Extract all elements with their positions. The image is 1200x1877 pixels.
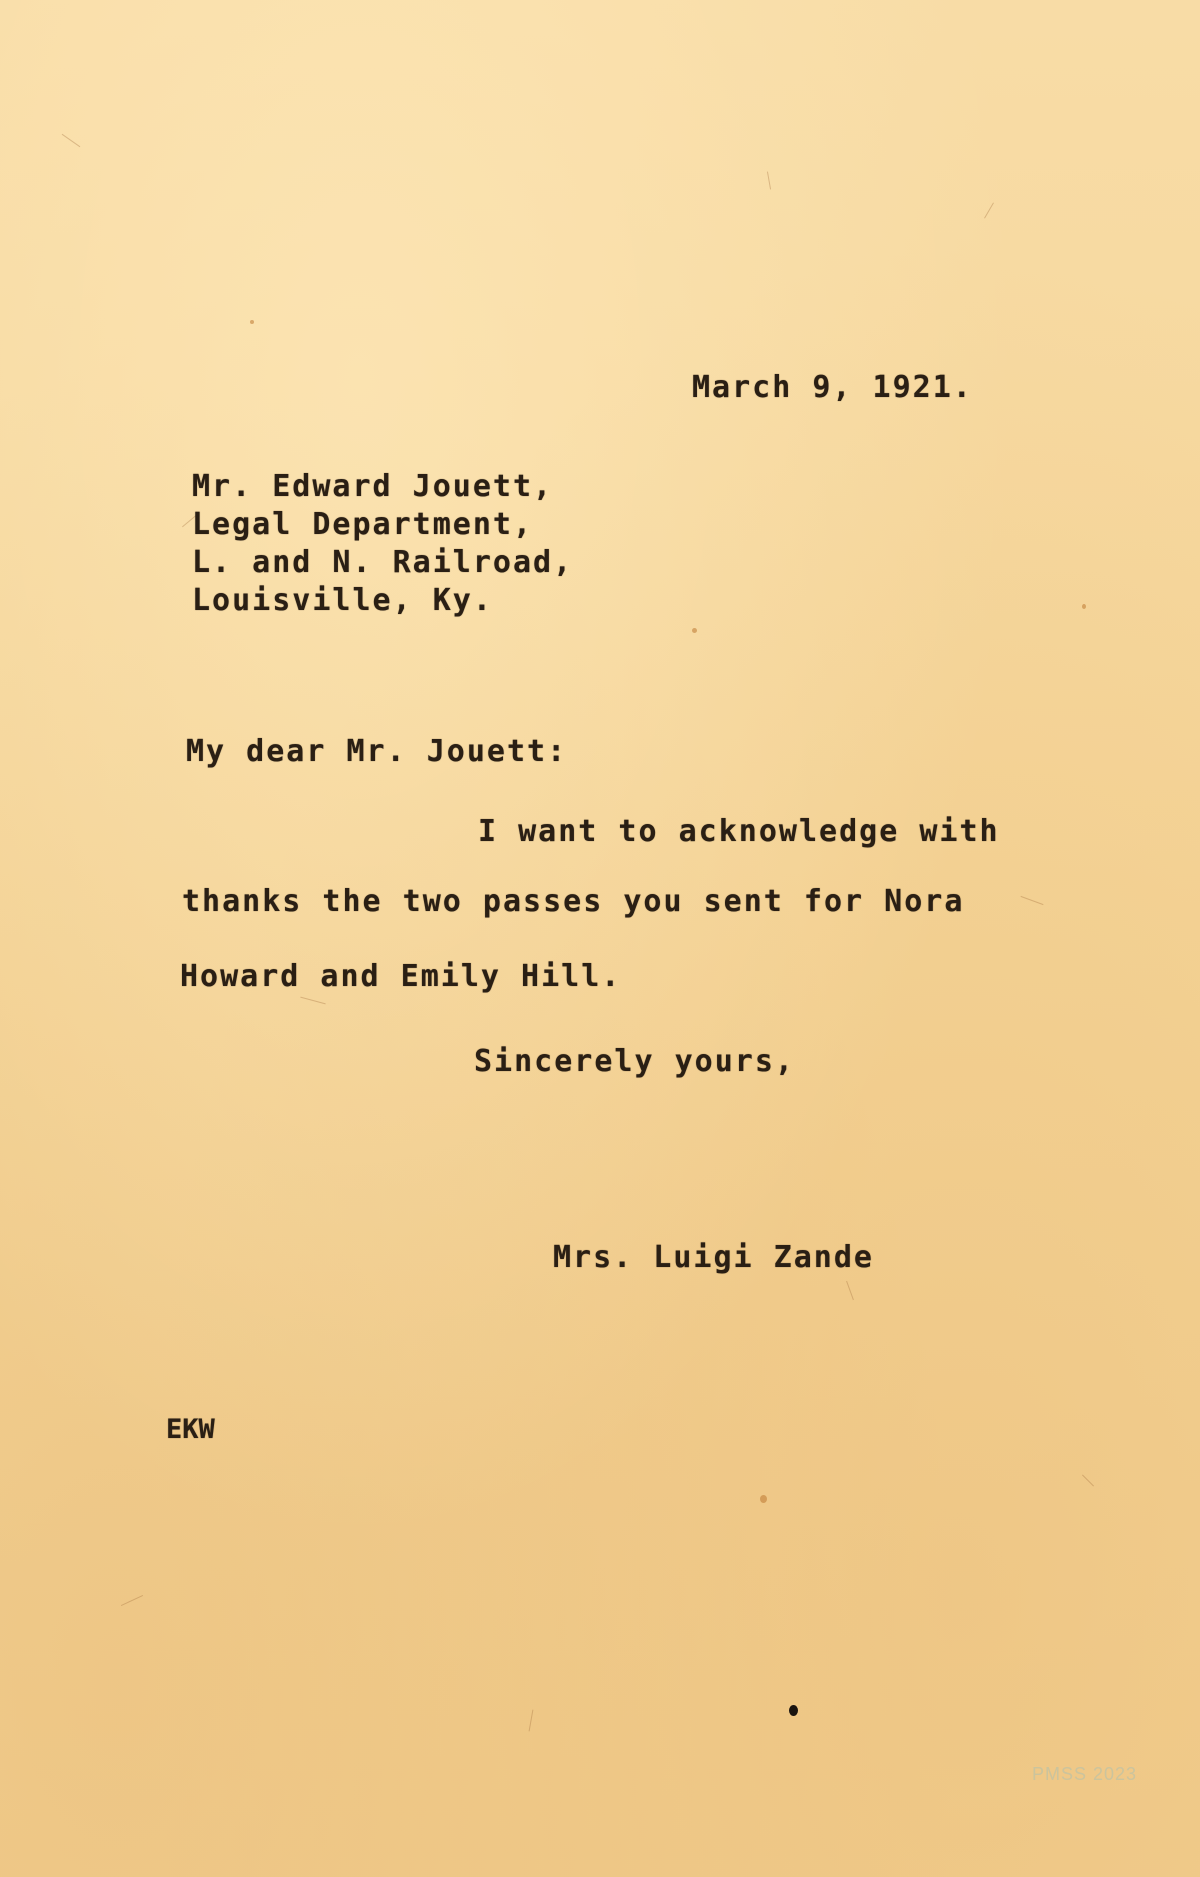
body-line: Howard and Emily Hill. [180, 959, 622, 994]
recipient-name: Mr. Edward Jouett, [192, 469, 554, 504]
paper-fiber [121, 1595, 143, 1606]
paper-speck [250, 320, 254, 324]
recipient-department: Legal Department, [192, 507, 534, 542]
recipient-city: Louisville, Ky. [192, 583, 493, 618]
signature: Mrs. Luigi Zande [553, 1240, 874, 1275]
watermark: PMSS 2023 [1032, 1764, 1138, 1784]
body-line: I want to acknowledge with [478, 814, 1000, 849]
letter-date: March 9, 1921. [692, 370, 973, 405]
paper-fiber [1082, 1474, 1094, 1486]
paper-fiber [846, 1281, 854, 1300]
paper-fiber [767, 172, 771, 190]
body-line: thanks the two passes you sent for Nora [182, 884, 965, 919]
paper-fiber [984, 202, 994, 218]
typist-initials: EKW [166, 1414, 215, 1445]
recipient-company: L. and N. Railroad, [192, 545, 574, 580]
closing: Sincerely yours, [474, 1044, 795, 1079]
paper-fiber [300, 997, 325, 1005]
paper-fiber [1021, 896, 1044, 905]
ink-dot [789, 1705, 798, 1716]
paper-fiber [529, 1710, 534, 1732]
paper-speck [1082, 604, 1086, 609]
paper-speck [692, 628, 697, 633]
paper-fiber [62, 134, 81, 147]
salutation: My dear Mr. Jouett: [186, 734, 568, 769]
paper-speck [760, 1495, 767, 1503]
